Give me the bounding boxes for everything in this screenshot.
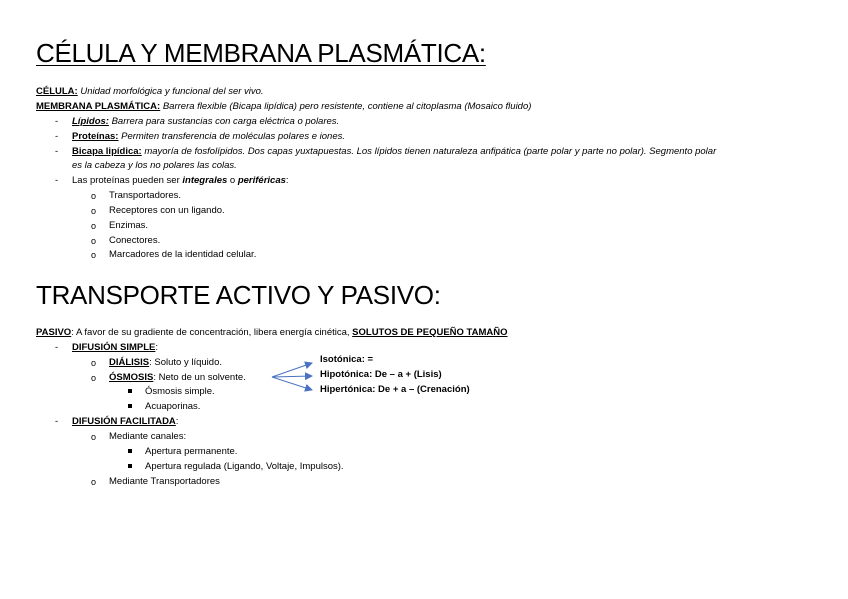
square-bullet [128,449,132,453]
o-text: o [227,175,238,186]
difusion-simple-post: : [155,342,159,353]
proteinas-tipo-post: : [285,175,289,186]
integrales-text: integrales [182,175,228,186]
bicapa-line-2: es la cabeza y los no polares las colas. [72,160,237,171]
bullet-o: o [91,358,97,368]
list-item: Apertura regulada (Ligando, Voltaje, Impulsos). [145,461,344,472]
arrow-hipotonica [272,376,312,377]
dash-marker: - [55,342,59,353]
difusion-facilitada-line [72,416,178,428]
dialisis-label: DIÁLISIS [109,357,150,368]
list-item: Enzimas. [109,220,149,231]
lipidos-text: Barrera para sustancias con carga eléctrica o polares. [108,116,340,127]
heading-transporte: TRANSPORTE ACTIVO Y PASIVO: [36,280,441,310]
bicapa-label: Bicapa lipídica: [72,146,142,157]
list-item: Transportadores. [109,190,181,201]
bullet-o: o [91,206,97,216]
celula-text: Unidad morfológica y funcional del ser vivo. [77,86,264,97]
proteinas-text: Permiten transferencia de moléculas polares e iones. [118,131,346,142]
bicapa-text: mayoría de fosfolípidos. Dos capas yuxtapuestas. Los lípidos tienen naturaleza anfipática (parte polar y parte no polar). Segmento polar [141,146,717,157]
hipotonica-text: Hipotónica: De – a + (Lisis) [320,369,442,380]
list-item: Apertura permanente. [145,446,238,457]
bullet-o: o [91,432,97,442]
pasivo-label: PASIVO [36,327,72,338]
list-item: Receptores con un ligando. [109,205,225,216]
square-bullet [128,464,132,468]
difusion-facilitada-post: : [175,416,179,427]
proteinas-tipo-pre: Las proteínas pueden ser [72,175,183,186]
difusion-facilitada-label: DIFUSIÓN FACILITADA [72,416,176,427]
list-item: Ósmosis simple. [145,386,215,397]
difusion-simple-label: DIFUSIÓN SIMPLE [72,342,156,353]
hipertonica-text: Hipertónica: De + a – (Crenación) [320,384,470,395]
dialisis-text: : Soluto y líquido. [149,357,223,368]
dash-marker: - [55,416,59,427]
osmosis-text: : Neto de un solvente. [153,372,246,383]
bullet-o: o [91,250,97,260]
proteinas-label: Proteínas: [72,131,119,142]
list-item: Conectores. [109,235,161,246]
heading-celula-membrana: CÉLULA Y MEMBRANA PLASMÁTICA: [36,38,486,68]
bullet-o: o [91,191,97,201]
perifericas-text: periféricas [237,175,286,186]
dash-marker: - [55,116,59,127]
list-item: Acuaporinas. [145,401,201,412]
osmosis-label: ÓSMOSIS [109,372,154,383]
arrow-hipertonica [272,377,312,390]
isotonica-text: Isotónica: = [320,354,374,365]
dash-marker: - [55,131,59,142]
arrow-isotonica [272,363,312,377]
lipidos-label: Lípidos: [72,116,109,127]
bullet-o: o [91,221,97,231]
dash-marker: - [55,175,59,186]
canales-line: Mediante canales: [109,431,187,442]
pasivo-text: : A favor de su gradiente de concentración, libera energía cinética, [71,327,353,338]
transportadores-line: Mediante Transportadores [109,476,220,487]
bullet-o: o [91,477,97,487]
bullet-o: o [91,236,97,246]
membrana-text: Barrera flexible (Bicapa lipídica) pero resistente, contiene al citoplasma (Mosaico fluido) [160,101,532,112]
list-item: Marcadores de la identidad celular. [109,249,257,260]
dash-marker: - [55,146,59,157]
solutos-text: SOLUTOS DE PEQUEÑO TAMAÑO [352,327,508,338]
bullet-o: o [91,373,97,383]
celula-label: CÉLULA: [36,86,78,97]
membrana-label: MEMBRANA PLASMÁTICA: [36,101,161,112]
